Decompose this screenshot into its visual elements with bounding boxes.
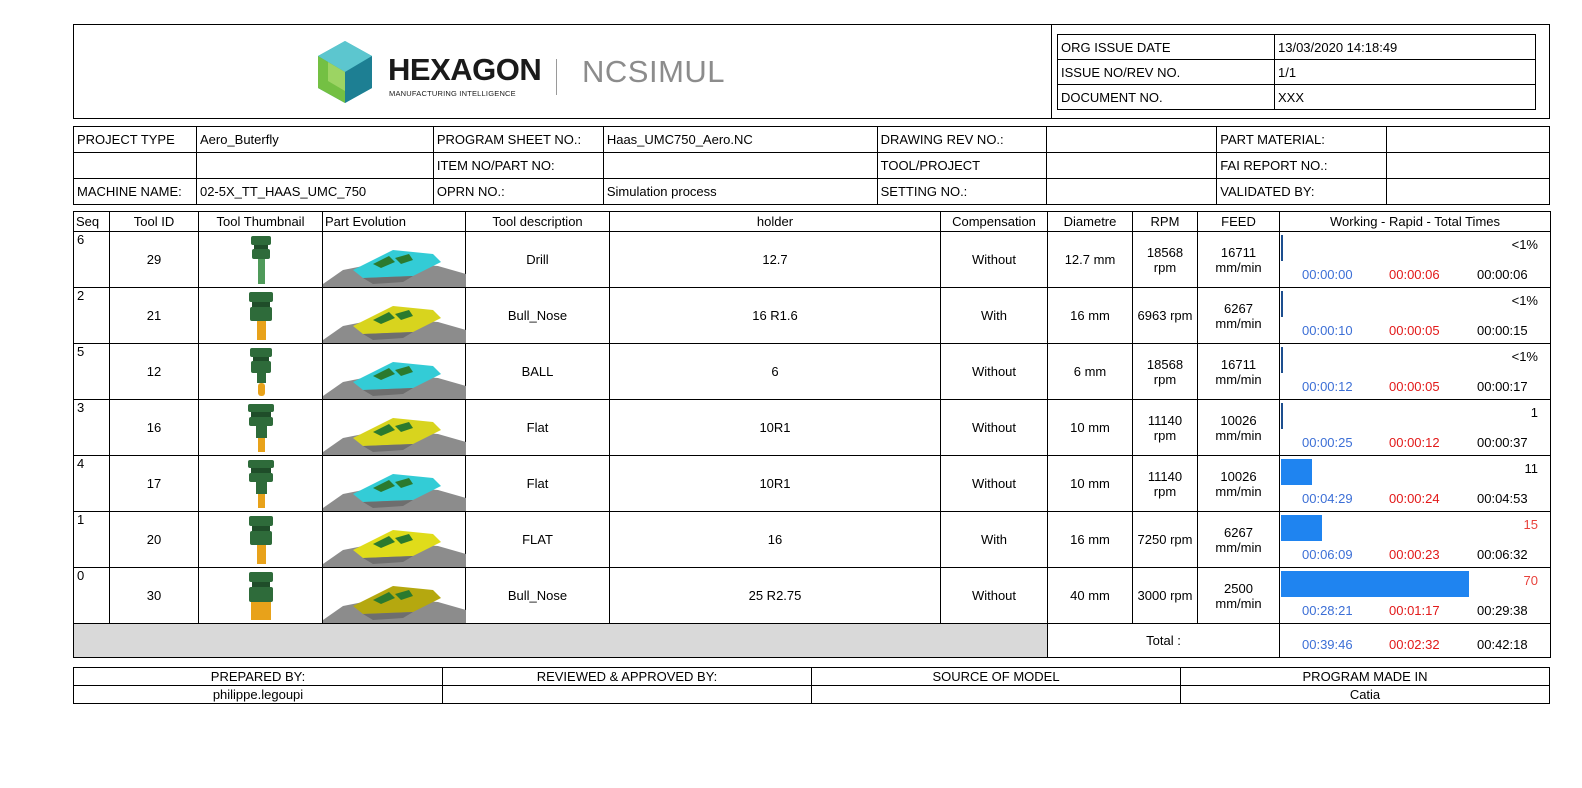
validated-by-value [1387, 179, 1550, 205]
program-made-in-value: Catia [1181, 686, 1550, 704]
rpm-cell: 6963 rpm [1133, 288, 1198, 344]
time-share-bar [1281, 403, 1283, 429]
project-row [74, 127, 1550, 153]
col-diametre: Diametre [1048, 212, 1133, 232]
tool-project-value [1046, 153, 1217, 179]
project-row [74, 153, 1550, 179]
total-time: 00:04:53 [1477, 491, 1528, 506]
seq-cell: 5 [74, 344, 110, 400]
part-evolution-cell [323, 232, 466, 288]
feed-cell: 10026 mm/min [1198, 400, 1280, 456]
tool-thumbnail-icon [237, 290, 285, 342]
total-working-time: 00:39:46 [1302, 637, 1353, 652]
tool-thumbnail-icon [237, 346, 285, 398]
brand-tagline: MANUFACTURING INTELLIGENCE [389, 89, 516, 98]
org-issue-date-value: 13/03/2020 14:18:49 [1275, 35, 1536, 60]
total-time: 00:00:17 [1477, 379, 1528, 394]
brand-name: HEXAGON [388, 52, 542, 87]
part-evolution-image [323, 568, 466, 623]
total-label: Total : [1048, 624, 1280, 658]
time-share-percent: 11 [1524, 461, 1538, 476]
total-time: 00:00:06 [1477, 267, 1528, 282]
item-no-label: ITEM NO/PART NO: [433, 153, 603, 179]
source-of-model-value [812, 686, 1181, 704]
times-cell [1280, 288, 1551, 344]
total-row-filler [74, 624, 1048, 658]
tool-id-cell: 30 [110, 568, 199, 624]
document-info-table [1057, 34, 1536, 110]
tool-thumbnail-icon [237, 234, 285, 286]
total-time: 00:29:38 [1477, 603, 1528, 618]
total-rapid-time: 00:02:32 [1389, 637, 1440, 652]
part-evolution-image [323, 400, 466, 455]
feed-cell: 16711 mm/min [1198, 344, 1280, 400]
rapid-time: 00:00:05 [1389, 323, 1440, 338]
tool-row [74, 232, 1551, 288]
part-material-value [1387, 127, 1550, 153]
part-material-label: PART MATERIAL: [1217, 127, 1387, 153]
approval-footer [73, 667, 1550, 704]
diameter-cell: 6 mm [1048, 344, 1133, 400]
part-evolution-image [323, 512, 466, 567]
time-share-bar [1281, 515, 1322, 541]
rapid-time: 00:00:06 [1389, 267, 1440, 282]
org-issue-date-label: ORG ISSUE DATE [1058, 35, 1275, 60]
fai-report-value [1387, 153, 1550, 179]
program-sheet-value: Haas_UMC750_Aero.NC [603, 127, 877, 153]
seq-cell: 3 [74, 400, 110, 456]
program-sheet-label: PROGRAM SHEET NO.: [433, 127, 603, 153]
diameter-cell: 10 mm [1048, 400, 1133, 456]
holder-cell: 12.7 [610, 232, 941, 288]
part-evolution-cell [323, 400, 466, 456]
tool-row [74, 400, 1551, 456]
seq-cell: 4 [74, 456, 110, 512]
tool-description-cell: FLAT [466, 512, 610, 568]
tool-thumbnail-cell [199, 232, 323, 288]
col-feed: FEED [1198, 212, 1280, 232]
tool-id-cell: 16 [110, 400, 199, 456]
working-time: 00:00:25 [1302, 435, 1353, 450]
part-evolution-image [323, 456, 466, 511]
times-cell [1280, 512, 1551, 568]
rpm-cell: 7250 rpm [1133, 512, 1198, 568]
col-tool-id: Tool ID [110, 212, 199, 232]
working-time: 00:00:12 [1302, 379, 1353, 394]
document-no-value: XXX [1275, 85, 1536, 110]
total-times-cell [1280, 624, 1551, 658]
oprn-no-label: OPRN NO.: [433, 179, 603, 205]
holder-cell: 16 R1.6 [610, 288, 941, 344]
reviewed-by-label: REVIEWED & APPROVED BY: [443, 668, 812, 686]
setting-no-value [1046, 179, 1217, 205]
project-info-table [73, 126, 1550, 205]
tool-row [74, 568, 1551, 624]
issue-rev-value: 1/1 [1275, 60, 1536, 85]
feed-cell: 10026 mm/min [1198, 456, 1280, 512]
seq-cell: 6 [74, 232, 110, 288]
empty-cell [196, 153, 433, 179]
tool-description-cell: Bull_Nose [466, 568, 610, 624]
time-share-percent: <1% [1511, 293, 1538, 308]
rpm-cell: 18568 rpm [1133, 344, 1198, 400]
rapid-time: 00:00:12 [1389, 435, 1440, 450]
holder-cell: 6 [610, 344, 941, 400]
compensation-cell: With [941, 512, 1048, 568]
tool-thumbnail-cell [199, 288, 323, 344]
holder-cell: 25 R2.75 [610, 568, 941, 624]
col-rpm: RPM [1133, 212, 1198, 232]
seq-cell: 1 [74, 512, 110, 568]
seq-cell: 0 [74, 568, 110, 624]
tool-id-cell: 29 [110, 232, 199, 288]
time-share-bar [1281, 459, 1312, 485]
total-row [74, 624, 1551, 658]
part-evolution-cell [323, 568, 466, 624]
tool-description-cell: Drill [466, 232, 610, 288]
source-of-model-label: SOURCE OF MODEL [812, 668, 1181, 686]
tool-row [74, 288, 1551, 344]
tool-description-cell: Flat [466, 400, 610, 456]
part-evolution-image [323, 344, 466, 399]
compensation-cell: Without [941, 400, 1048, 456]
compensation-cell: Without [941, 344, 1048, 400]
part-evolution-image [323, 288, 466, 343]
doc-info-row [1058, 85, 1536, 110]
prepared-by-value: philippe.legoupi [74, 686, 443, 704]
program-made-in-label: PROGRAM MADE IN [1181, 668, 1550, 686]
working-time: 00:06:09 [1302, 547, 1353, 562]
col-tool-description: Tool description [466, 212, 610, 232]
feed-cell: 6267 mm/min [1198, 288, 1280, 344]
rpm-cell: 11140 rpm [1133, 400, 1198, 456]
diameter-cell: 40 mm [1048, 568, 1133, 624]
footer-value-row [74, 686, 1550, 704]
times-cell [1280, 568, 1551, 624]
drawing-rev-label: DRAWING REV NO.: [877, 127, 1046, 153]
product-name: NCSIMUL [582, 54, 726, 89]
time-share-bar [1281, 347, 1283, 373]
compensation-cell: Without [941, 456, 1048, 512]
times-cell [1280, 400, 1551, 456]
diameter-cell: 16 mm [1048, 288, 1133, 344]
part-evolution-cell [323, 344, 466, 400]
machine-name-label: MACHINE NAME: [74, 179, 197, 205]
rpm-cell: 11140 rpm [1133, 456, 1198, 512]
total-time: 00:00:15 [1477, 323, 1528, 338]
time-share-percent: 15 [1523, 517, 1538, 532]
project-row [74, 179, 1550, 205]
col-compensation: Compensation [941, 212, 1048, 232]
doc-info-row [1058, 35, 1536, 60]
time-share-percent: 70 [1523, 573, 1538, 588]
times-cell [1280, 456, 1551, 512]
project-type-value: Aero_Buterfly [196, 127, 433, 153]
time-share-percent: 1 [1530, 405, 1538, 420]
tool-id-cell: 17 [110, 456, 199, 512]
tool-project-label: TOOL/PROJECT [877, 153, 1046, 179]
tool-id-cell: 20 [110, 512, 199, 568]
col-times: Working - Rapid - Total Times [1280, 212, 1551, 232]
holder-cell: 10R1 [610, 400, 941, 456]
project-type-label: PROJECT TYPE [74, 127, 197, 153]
holder-cell: 10R1 [610, 456, 941, 512]
time-share-bar [1281, 291, 1283, 317]
rapid-time: 00:00:05 [1389, 379, 1440, 394]
tool-row [74, 456, 1551, 512]
table-header-row [74, 212, 1551, 232]
tool-thumbnail-icon [237, 402, 285, 454]
tool-id-cell: 21 [110, 288, 199, 344]
fai-report-label: FAI REPORT NO.: [1217, 153, 1387, 179]
tool-list-table [73, 211, 1551, 658]
tool-thumbnail-icon [237, 458, 285, 510]
logo-divider [556, 59, 557, 95]
working-time: 00:04:29 [1302, 491, 1353, 506]
working-time: 00:00:10 [1302, 323, 1353, 338]
part-evolution-image [323, 232, 466, 287]
col-seq: Seq [74, 212, 110, 232]
tool-thumbnail-cell [199, 512, 323, 568]
working-time: 00:00:00 [1302, 267, 1353, 282]
rpm-cell: 18568 rpm [1133, 232, 1198, 288]
part-evolution-cell [323, 512, 466, 568]
compensation-cell: With [941, 288, 1048, 344]
feed-cell: 2500 mm/min [1198, 568, 1280, 624]
empty-cell [74, 153, 197, 179]
rpm-cell: 3000 rpm [1133, 568, 1198, 624]
tool-description-cell: Bull_Nose [466, 288, 610, 344]
times-cell [1280, 232, 1551, 288]
tool-thumbnail-icon [237, 514, 285, 566]
tool-thumbnail-cell [199, 456, 323, 512]
total-total-time: 00:42:18 [1477, 637, 1528, 652]
tool-thumbnail-cell [199, 400, 323, 456]
setting-no-label: SETTING NO.: [877, 179, 1046, 205]
tool-description-cell: Flat [466, 456, 610, 512]
diameter-cell: 16 mm [1048, 512, 1133, 568]
issue-rev-label: ISSUE NO/REV NO. [1058, 60, 1275, 85]
total-time: 00:06:32 [1477, 547, 1528, 562]
logo-area [74, 25, 1052, 118]
times-cell [1280, 344, 1551, 400]
col-part-evolution: Part Evolution [323, 212, 466, 232]
hexagon-logo-icon [314, 39, 376, 105]
reviewed-by-value [443, 686, 812, 704]
document-header [73, 24, 1550, 119]
tool-thumbnail-cell [199, 344, 323, 400]
col-tool-thumbnail: Tool Thumbnail [199, 212, 323, 232]
col-holder: holder [610, 212, 941, 232]
footer-label-row [74, 668, 1550, 686]
compensation-cell: Without [941, 232, 1048, 288]
machine-name-value: 02-5X_TT_HAAS_UMC_750 [196, 179, 433, 205]
time-share-bar [1281, 235, 1283, 261]
drawing-rev-value [1046, 127, 1217, 153]
feed-cell: 16711 mm/min [1198, 232, 1280, 288]
tool-row [74, 344, 1551, 400]
time-share-bar [1281, 571, 1469, 597]
tool-row [74, 512, 1551, 568]
item-no-value [603, 153, 877, 179]
working-time: 00:28:21 [1302, 603, 1353, 618]
oprn-no-value: Simulation process [603, 179, 877, 205]
prepared-by-label: PREPARED BY: [74, 668, 443, 686]
doc-info-row [1058, 60, 1536, 85]
seq-cell: 2 [74, 288, 110, 344]
diameter-cell: 12.7 mm [1048, 232, 1133, 288]
rapid-time: 00:00:24 [1389, 491, 1440, 506]
time-share-percent: <1% [1511, 237, 1538, 252]
time-share-percent: <1% [1511, 349, 1538, 364]
part-evolution-cell [323, 288, 466, 344]
tool-thumbnail-icon [237, 570, 285, 622]
rapid-time: 00:01:17 [1389, 603, 1440, 618]
compensation-cell: Without [941, 568, 1048, 624]
tool-id-cell: 12 [110, 344, 199, 400]
brand-logo [314, 39, 734, 107]
tool-description-cell: BALL [466, 344, 610, 400]
document-no-label: DOCUMENT NO. [1058, 85, 1275, 110]
tool-thumbnail-cell [199, 568, 323, 624]
holder-cell: 16 [610, 512, 941, 568]
total-time: 00:00:37 [1477, 435, 1528, 450]
validated-by-label: VALIDATED BY: [1217, 179, 1387, 205]
feed-cell: 6267 mm/min [1198, 512, 1280, 568]
rapid-time: 00:00:23 [1389, 547, 1440, 562]
part-evolution-cell [323, 456, 466, 512]
diameter-cell: 10 mm [1048, 456, 1133, 512]
